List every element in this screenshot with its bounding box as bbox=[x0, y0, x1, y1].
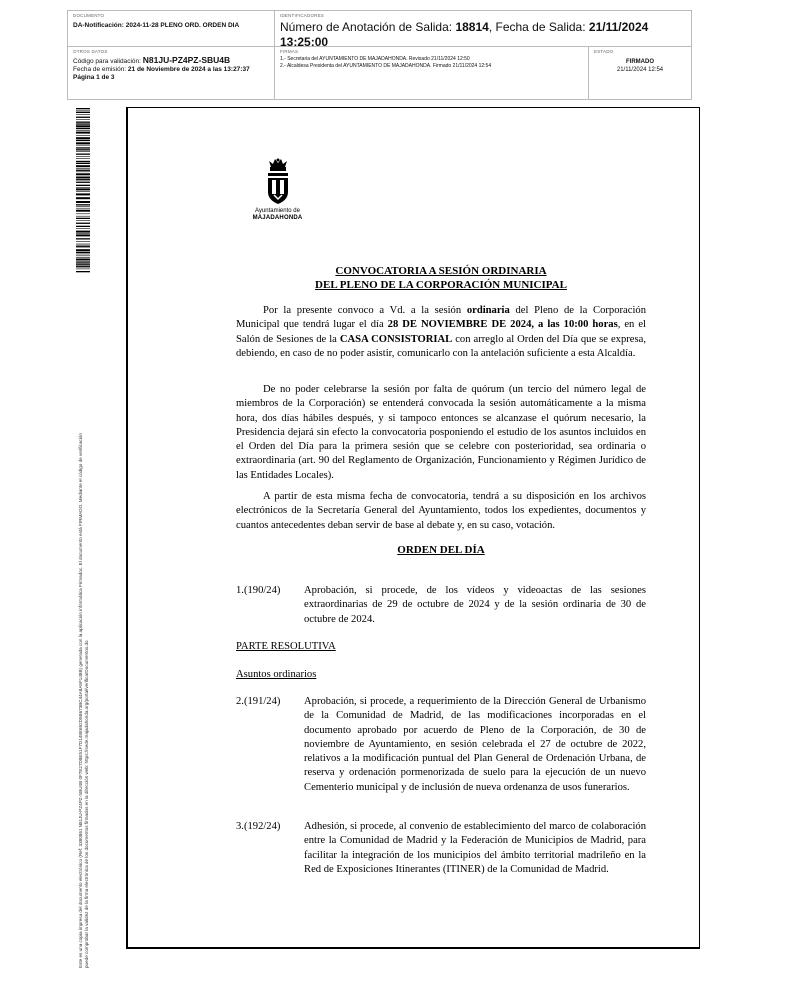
registro-cell bbox=[275, 11, 692, 47]
fecha-emision: Fecha de emisión: 21 de Noviembre de 2024 a las 13:27:37 bbox=[73, 66, 250, 73]
estado-cell bbox=[589, 47, 692, 100]
paragraph-convocatoria: Por la presente convoco a Vd. a la sesión ordinaria del Pleno de la Corporación Municipal que tendrá lugar el día 28 DE NOVIEMBRE DE 2024, a las 10:00 horas, en el Salón de Sesiones de la CASA CONSISTORIAL con arreglo al Orden del Día que se expresa, debiendo, en caso de no poder asistir, comunicarlo con la antelación suficiente a esta Alcaldía. bbox=[236, 305, 646, 359]
estado-label: ESTADO bbox=[594, 49, 614, 54]
agenda-item-number: 3.(192/24) bbox=[236, 821, 281, 832]
otros-datos-cell bbox=[68, 47, 275, 100]
otros-label: OTROS DATOS bbox=[73, 49, 108, 54]
barcode-icon bbox=[76, 108, 90, 274]
document-header bbox=[67, 10, 692, 100]
title-line-2: DEL PLENO DE LA CORPORACIÓN MUNICIPAL bbox=[315, 279, 567, 291]
firmas-cell bbox=[275, 47, 589, 100]
logo-line-1: Ayuntamiento de bbox=[255, 208, 300, 214]
codigo-validacion: Código para validación: N81JU-PZ4PZ-SBU4B bbox=[73, 55, 231, 65]
agenda-item-number: 1.(190/24) bbox=[236, 585, 281, 596]
firma-1: 1.- Secretaria del AYUNTAMIENTO DE MAJADAHONDA. Revisado 21/11/2024 12:50 bbox=[280, 56, 470, 62]
estado-box bbox=[594, 58, 686, 74]
documento-label: DOCUMENTO bbox=[73, 13, 105, 18]
firmas-label: FIRMAS bbox=[280, 49, 299, 54]
estado-value: FIRMADO bbox=[626, 59, 654, 65]
pagina-indicator: Página 1 de 3 bbox=[73, 74, 115, 81]
side-line-1: Este es una copia impresa del documento electrónico (Ref: 3380861 N81JU-PZ4PZ-SBU4B 0F7E27D8E51F7D148E692D5B673BC44A8A5F148B) generada con la aplicación informática Firmadoc. El documento está FIRMADO. Mediante el código de verificación bbox=[78, 433, 83, 968]
agenda-item-text: Adhesión, si procede, al convenio de establecimiento del marco de colaboración entre la Comunidad de Madrid y la Federación de Municipios de Madrid, para facilitar la integración de los municipios del ámbito territorial madrileño en la Red de Exposiciones Itinerantes (ITINER) de la Comunidad de Madrid. bbox=[304, 821, 646, 875]
orden-del-dia-title: ORDEN DEL DÍA bbox=[397, 544, 485, 556]
registro-text: Número de Anotación de Salida: 18814, Fecha de Salida: 21/11/2024 13:25:00 bbox=[280, 20, 649, 49]
section-asuntos-ordinarios: Asuntos ordinarios bbox=[236, 669, 317, 680]
section-parte-resolutiva: PARTE RESOLUTIVA bbox=[236, 641, 336, 652]
side-line-2: puede comprobar la validez de la firma electrónica de los documentos firmados en la dirección web: https://sede.majadahonda.org/portal/verificarDocumentos.do bbox=[84, 640, 89, 968]
agenda-item bbox=[236, 820, 646, 877]
agenda-item-text: Aprobación, si procede, a requerimiento de la Dirección General de Urbanismo de la Comunidad de Madrid, de las modificaciones incorporadas en el documento aprobado por acuerdo de Pleno de la Corporación, de 30 de noviembre de Ayuntamiento, en sesión celebrada el 27 de octubre de 2022, relativos a la modificación puntual del Plan General de Ordenación Urbana, de reserva y ordenación pormenorizada de suelo para la ejecución de un nuevo Cementerio municipal y de inclusión de nueva ordenanza de usos funerarios. bbox=[304, 696, 646, 793]
logo-line-2: MAJADAHONDA bbox=[252, 215, 303, 221]
firma-2: 2.- Alcaldesa Presidenta del AYUNTAMIENTO DE MAJADAHONDA. Firmado 21/11/2024 12:54 bbox=[280, 63, 492, 69]
side-verification-text bbox=[78, 278, 90, 968]
title-line-1: CONVOCATORIA A SESIÓN ORDINARIA bbox=[335, 265, 547, 277]
agenda-item-number: 2.(191/24) bbox=[236, 696, 281, 707]
registro-label: IDENTIFICADORES bbox=[280, 13, 325, 18]
documento-cell bbox=[68, 11, 275, 47]
agenda-item-text: Aprobación, si procede, de los vídeos y videoactas de las sesiones extraordinarias de 29 de octubre de 2024 y de la sesión ordinaria de 30 de octubre de 2024. bbox=[304, 585, 646, 625]
estado-date: 21/11/2024 12:54 bbox=[616, 67, 664, 73]
paragraph-quorum: De no poder celebrarse la sesión por falta de quórum (un tercio del número legal de miembros de la Corporación) se entenderá convocada la sesión automáticamente a la misma hora, dos días hábiles después, y si tampoco entonces se alcanzase el quórum necesario, la Presidencia dejará sin efecto la convocatoria posponiendo el estudio de los asuntos incluidos en el Orden del Día para la primera sesión que se celebre con posterioridad, sea ordinaria o extraordinaria (art. 90 del Reglamento de Organización, Funcionamiento y Régimen Jurídico de las Entidades Locales). bbox=[236, 384, 646, 481]
crest-icon bbox=[263, 158, 293, 208]
ayuntamiento-logo bbox=[240, 158, 315, 228]
agenda-item bbox=[236, 584, 646, 627]
paragraph-documentacion: A partir de esta misma fecha de convocatoria, tendrá a su disposición en los archivos electrónicos de la Secretaría General del Ayuntamiento, todos los expedientes, documentos y cuantos antecedentes deban servir de base al debate y, en su caso, votación. bbox=[236, 491, 646, 531]
documento-text: DA-Notificación: 2024-11-28 PLENO ORD. ORDEN DIA bbox=[73, 22, 240, 29]
agenda-item bbox=[236, 695, 646, 795]
